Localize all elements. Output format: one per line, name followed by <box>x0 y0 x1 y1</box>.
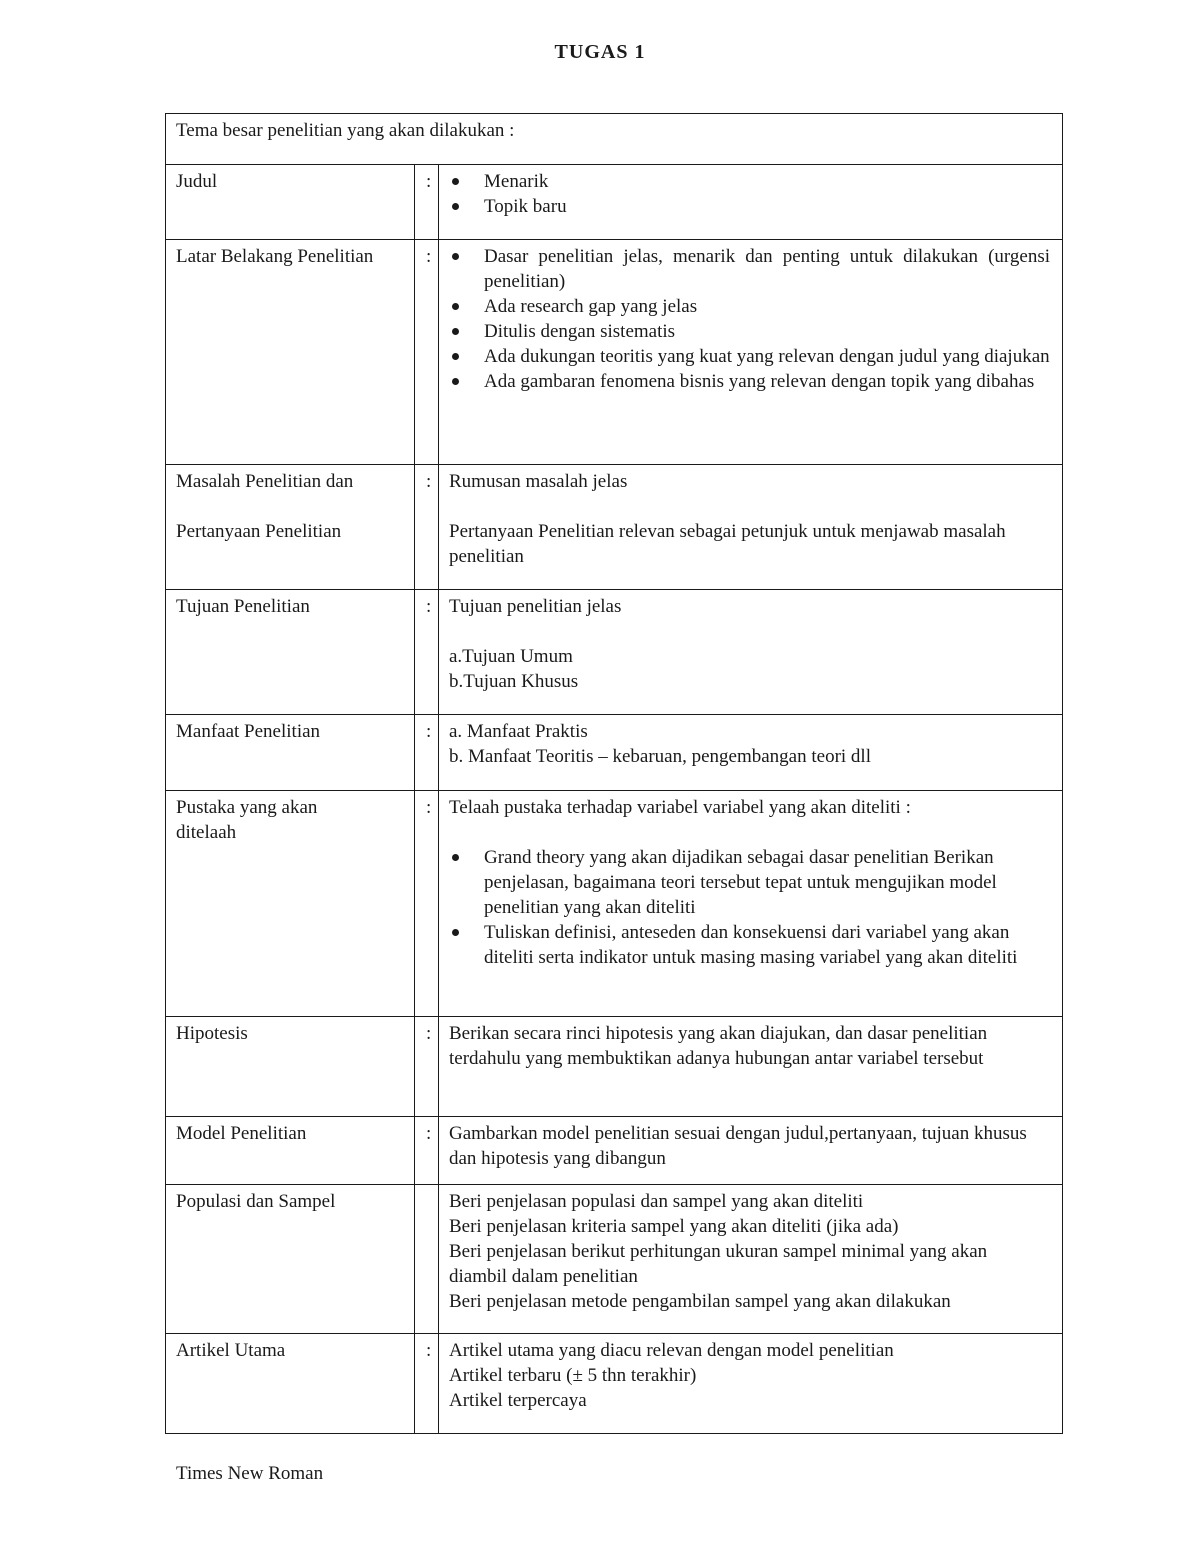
colon: : <box>415 165 439 240</box>
list-item: Dasar penelitian jelas, menarik dan penting untuk dilakukan (urgensi penelitian) <box>449 244 1050 294</box>
bullet-list <box>449 169 1050 219</box>
list-item: a. Manfaat Praktis <box>449 721 588 742</box>
content-judul <box>439 165 1063 240</box>
list-item: Ditulis dengan sistematis <box>449 319 1050 344</box>
row-artikel <box>166 1334 1063 1434</box>
text-line: Beri penjelasan berikut perhitungan ukuran sampel minimal yang akan diambil dalam penelitian <box>449 1241 988 1287</box>
label-judul: Judul <box>166 165 415 240</box>
list-item: Ada research gap yang jelas <box>449 294 1050 319</box>
text-line: Rumusan masalah jelas <box>449 471 628 492</box>
list-item: a.Tujuan Umum <box>449 646 573 667</box>
list-item: Tuliskan definisi, anteseden dan konsekuensi dari variabel yang akan diteliti serta indikator untuk masing masing variabel yang akan diteliti <box>449 920 1050 970</box>
footer-note: Times New Roman <box>176 1463 324 1484</box>
list-item: Menarik <box>449 169 1050 194</box>
colon <box>415 1185 439 1334</box>
label-line: Masalah Penelitian dan <box>176 471 354 492</box>
colon: : <box>415 715 439 791</box>
content-manfaat <box>439 715 1063 791</box>
text-line: Artikel utama yang diacu relevan dengan model penelitian <box>449 1340 894 1361</box>
content-hipotesis: Berikan secara rinci hipotesis yang akan diajukan, dan dasar penelitian terdahulu yang membuktikan adanya hubungan antar variabel tersebut <box>439 1017 1063 1117</box>
label-populasi: Populasi dan Sampel <box>166 1185 415 1334</box>
content-masalah <box>439 465 1063 590</box>
colon: : <box>415 465 439 590</box>
colon: : <box>415 1117 439 1185</box>
list-item: Ada gambaran fenomena bisnis yang relevan dengan topik yang dibahas <box>449 369 1050 394</box>
content-tujuan <box>439 590 1063 715</box>
row-masalah <box>166 465 1063 590</box>
text-line: Telaah pustaka terhadap variabel variabel yang akan diteliti : <box>449 797 911 818</box>
content-latar-belakang <box>439 240 1063 465</box>
list-item: b.Tujuan Khusus <box>449 671 579 692</box>
text-line: Beri penjelasan populasi dan sampel yang akan diteliti <box>449 1191 864 1212</box>
text-line: Artikel terbaru (± 5 thn terakhir) <box>449 1365 697 1386</box>
page-title: TUGAS 1 <box>554 41 646 63</box>
label-artikel: Artikel Utama <box>166 1334 415 1434</box>
text-line: Beri penjelasan metode pengambilan sampel yang akan dilakukan <box>449 1291 951 1312</box>
row-judul <box>166 165 1063 240</box>
label-pustaka: Pustaka yang akan ditelaah <box>166 791 415 1017</box>
text-line: Beri penjelasan kriteria sampel yang akan diteliti (jika ada) <box>449 1216 899 1237</box>
text-line: Tujuan penelitian jelas <box>449 596 622 617</box>
content-model: Gambarkan model penelitian sesuai dengan judul,pertanyaan, tujuan khusus dan hipotesis yang dibangun <box>439 1117 1063 1185</box>
colon: : <box>415 240 439 465</box>
text-line: Artikel terpercaya <box>449 1390 587 1411</box>
label-line: Pertanyaan Penelitian <box>176 521 342 542</box>
colon: : <box>415 1334 439 1434</box>
colon: : <box>415 590 439 715</box>
task-table <box>165 113 1063 1434</box>
row-populasi <box>166 1185 1063 1334</box>
label-manfaat: Manfaat Penelitian <box>166 715 415 791</box>
list-item: Grand theory yang akan dijadikan sebagai dasar penelitian Berikan penjelasan, bagaimana teori tersebut tepat untuk mengujikan model penelitian yang akan diteliti <box>449 845 1050 920</box>
row-model <box>166 1117 1063 1185</box>
row-hipotesis <box>166 1017 1063 1117</box>
row-latar-belakang <box>166 240 1063 465</box>
row-tujuan <box>166 590 1063 715</box>
label-latar-belakang: Latar Belakang Penelitian <box>166 240 415 465</box>
label-hipotesis: Hipotesis <box>166 1017 415 1117</box>
label-model: Model Penelitian <box>166 1117 415 1185</box>
bullet-list <box>449 244 1050 394</box>
content-pustaka <box>439 791 1063 1017</box>
table-header: Tema besar penelitian yang akan dilakukan : <box>166 114 1063 165</box>
table-header-row <box>166 114 1063 165</box>
row-pustaka <box>166 791 1063 1017</box>
bullet-list <box>449 845 1050 970</box>
list-item: b. Manfaat Teoritis – kebaruan, pengembangan teori dll <box>449 746 871 767</box>
colon: : <box>415 1017 439 1117</box>
colon: : <box>415 791 439 1017</box>
text-line: Pertanyaan Penelitian relevan sebagai petunjuk untuk menjawab masalah penelitian <box>449 521 1006 567</box>
row-manfaat <box>166 715 1063 791</box>
label-masalah <box>166 465 415 590</box>
content-populasi <box>439 1185 1063 1334</box>
list-item: Topik baru <box>449 194 1050 219</box>
label-tujuan: Tujuan Penelitian <box>166 590 415 715</box>
content-artikel <box>439 1334 1063 1434</box>
list-item: Ada dukungan teoritis yang kuat yang relevan dengan judul yang diajukan <box>449 344 1050 369</box>
